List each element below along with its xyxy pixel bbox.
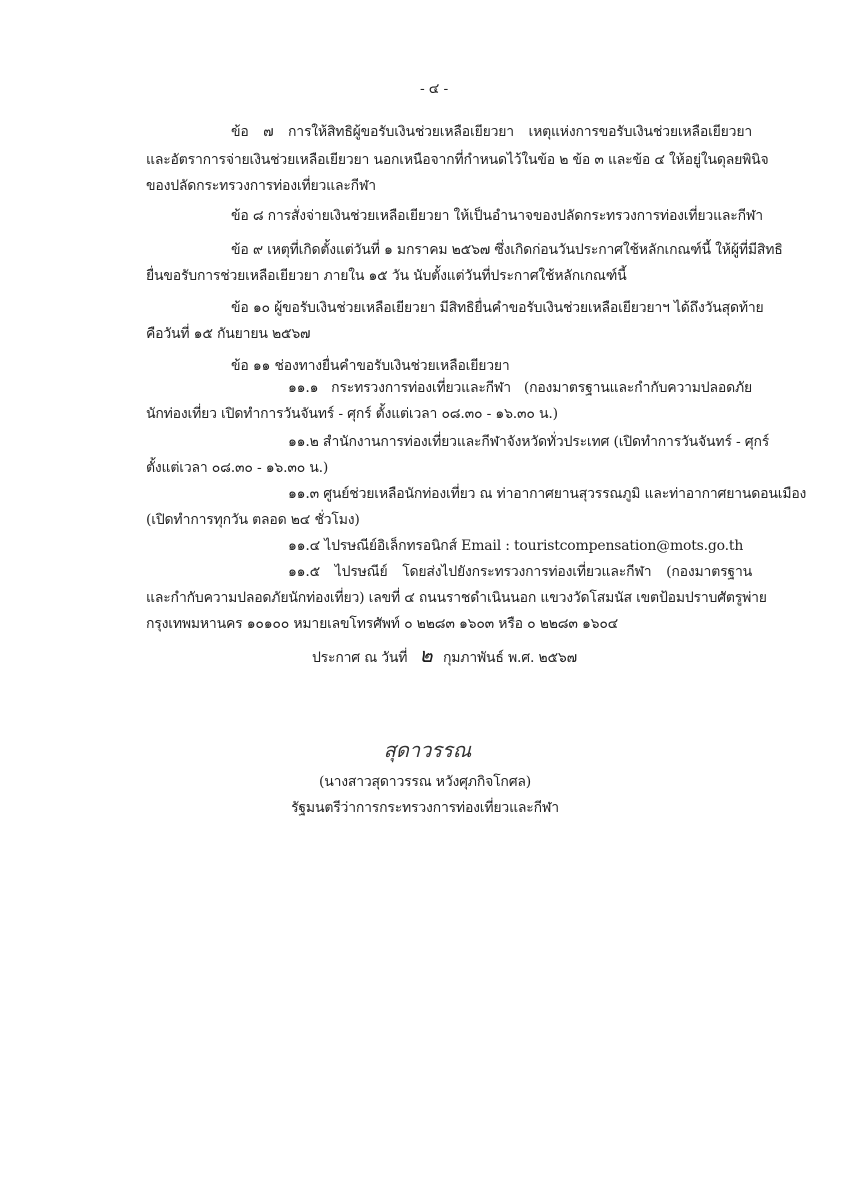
clause-11-1-line-2: นักท่องเที่ยว เปิดทำการวันจันทร์ - ศุกร์ ตั้งแต่เวลา ๐๘.๓๐ - ๑๖.๓๐ น.) bbox=[146, 406, 558, 422]
announcement-day-handwritten: ๒ bbox=[419, 643, 433, 667]
clause-11-1-line-1: ๑๑.๑ กระทรวงการท่องเที่ยวและกีฬา (กองมาตรฐานและกำกับความปลอดภัย bbox=[288, 380, 752, 396]
clause-7-line-2: และอัตราการจ่ายเงินช่วยเหลือเยียวยา นอกเหนือจากที่กำหนดไว้ในข้อ ๒ ข้อ ๓ และข้อ ๔ ให้อยู่ในดุลยพินิจ bbox=[146, 152, 769, 168]
clause-9-line-2: ยื่นขอรับการช่วยเหลือเยียวยา ภายใน ๑๕ วัน นับตั้งแต่วันที่ประกาศใช้หลักเกณฑ์นี้ bbox=[146, 268, 627, 284]
clause-11-3-line-2: (เปิดทำการทุกวัน ตลอด ๒๔ ชั่วโมง) bbox=[146, 512, 360, 528]
clause-11-5-line-2: และกำกับความปลอดภัยนักท่องเที่ยว) เลขที่ ๔ ถนนราชดำเนินนอก แขวงวัดโสมนัส เขตป้อมปราบศัตรูพ่าย bbox=[146, 590, 767, 606]
clause-11-2-line-2: ตั้งแต่เวลา ๐๘.๓๐ - ๑๖.๓๐ น.) bbox=[146, 460, 329, 476]
clause-11-3-line-1: ๑๑.๓ ศูนย์ช่วยเหลือนักท่องเที่ยว ณ ท่าอากาศยานสุวรรณภูมิ และท่าอากาศยานดอนเมือง bbox=[288, 486, 807, 502]
clause-11-5-line-3: กรุงเทพมหานคร ๑๐๑๐๐ หมายเลขโทรศัพท์ ๐ ๒๒๘๓ ๑๖๐๓ หรือ ๐ ๒๒๘๓ ๑๖๐๔ bbox=[146, 616, 619, 632]
clause-11-4-line-1: ๑๑.๔ ไปรษณีย์อิเล็กทรอนิกส์ Email : touristcompensation@mots.go.th bbox=[288, 538, 744, 554]
clause-11-2-line-1: ๑๑.๒ สำนักงานการท่องเที่ยวและกีฬาจังหวัดทั่วประเทศ (เปิดทำการวันจันทร์ - ศุกร์ bbox=[288, 434, 770, 450]
clause-11-5-line-1: ๑๑.๕ ไปรษณีย์ โดยส่งไปยังกระทรวงการท่องเที่ยวและกีฬา (กองมาตรฐาน bbox=[288, 564, 752, 580]
signatory-title: รัฐมนตรีว่าการกระทรวงการท่องเที่ยวและกีฬา bbox=[291, 800, 559, 816]
clause-9-line-1: ข้อ ๙ เหตุที่เกิดตั้งแต่วันที่ ๑ มกราคม ๒๕๖๗ ซึ่งเกิดก่อนวันประกาศใช้หลักเกณฑ์นี้ ให้ผู้ที่มีสิทธิ bbox=[231, 242, 783, 258]
signatory-name: (นางสาวสุดาวรรณ หวังศุภกิจโกศล) bbox=[318, 774, 532, 790]
clause-10-line-2: คือวันที่ ๑๕ กันยายน ๒๕๖๗ bbox=[146, 326, 311, 342]
page-number: - ๔ - bbox=[420, 81, 448, 97]
clause-11-heading: ข้อ ๑๑ ช่องทางยื่นคำขอรับเงินช่วยเหลือเยียวยา bbox=[231, 358, 510, 374]
clause-10-line-1: ข้อ ๑๐ ผู้ขอรับเงินช่วยเหลือเยียวยา มีสิทธิยื่นคำขอรับเงินช่วยเหลือเยียวยาฯ ได้ถึงวันสุดท้าย bbox=[231, 300, 764, 316]
clause-7-line-1: ข้อ ๗ การให้สิทธิผู้ขอรับเงินช่วยเหลือเยียวยา เหตุแห่งการขอรับเงินช่วยเหลือเยียวยา bbox=[231, 124, 752, 140]
clause-7-line-3: ของปลัดกระทรวงการท่องเที่ยวและกีฬา bbox=[146, 178, 376, 194]
announcement-suffix: กุมภาพันธ์ พ.ศ. ๒๕๖๗ bbox=[443, 650, 577, 666]
signature-image bbox=[380, 735, 475, 767]
signature-handwritten: สุดาวรรณ bbox=[383, 738, 472, 762]
announcement-prefix: ประกาศ ณ วันที่ bbox=[312, 650, 408, 666]
clause-8-line-1: ข้อ ๘ การสั่งจ่ายเงินช่วยเหลือเยียวยา ให้เป็นอำนาจของปลัดกระทรวงการท่องเที่ยวและกีฬา bbox=[231, 208, 763, 224]
